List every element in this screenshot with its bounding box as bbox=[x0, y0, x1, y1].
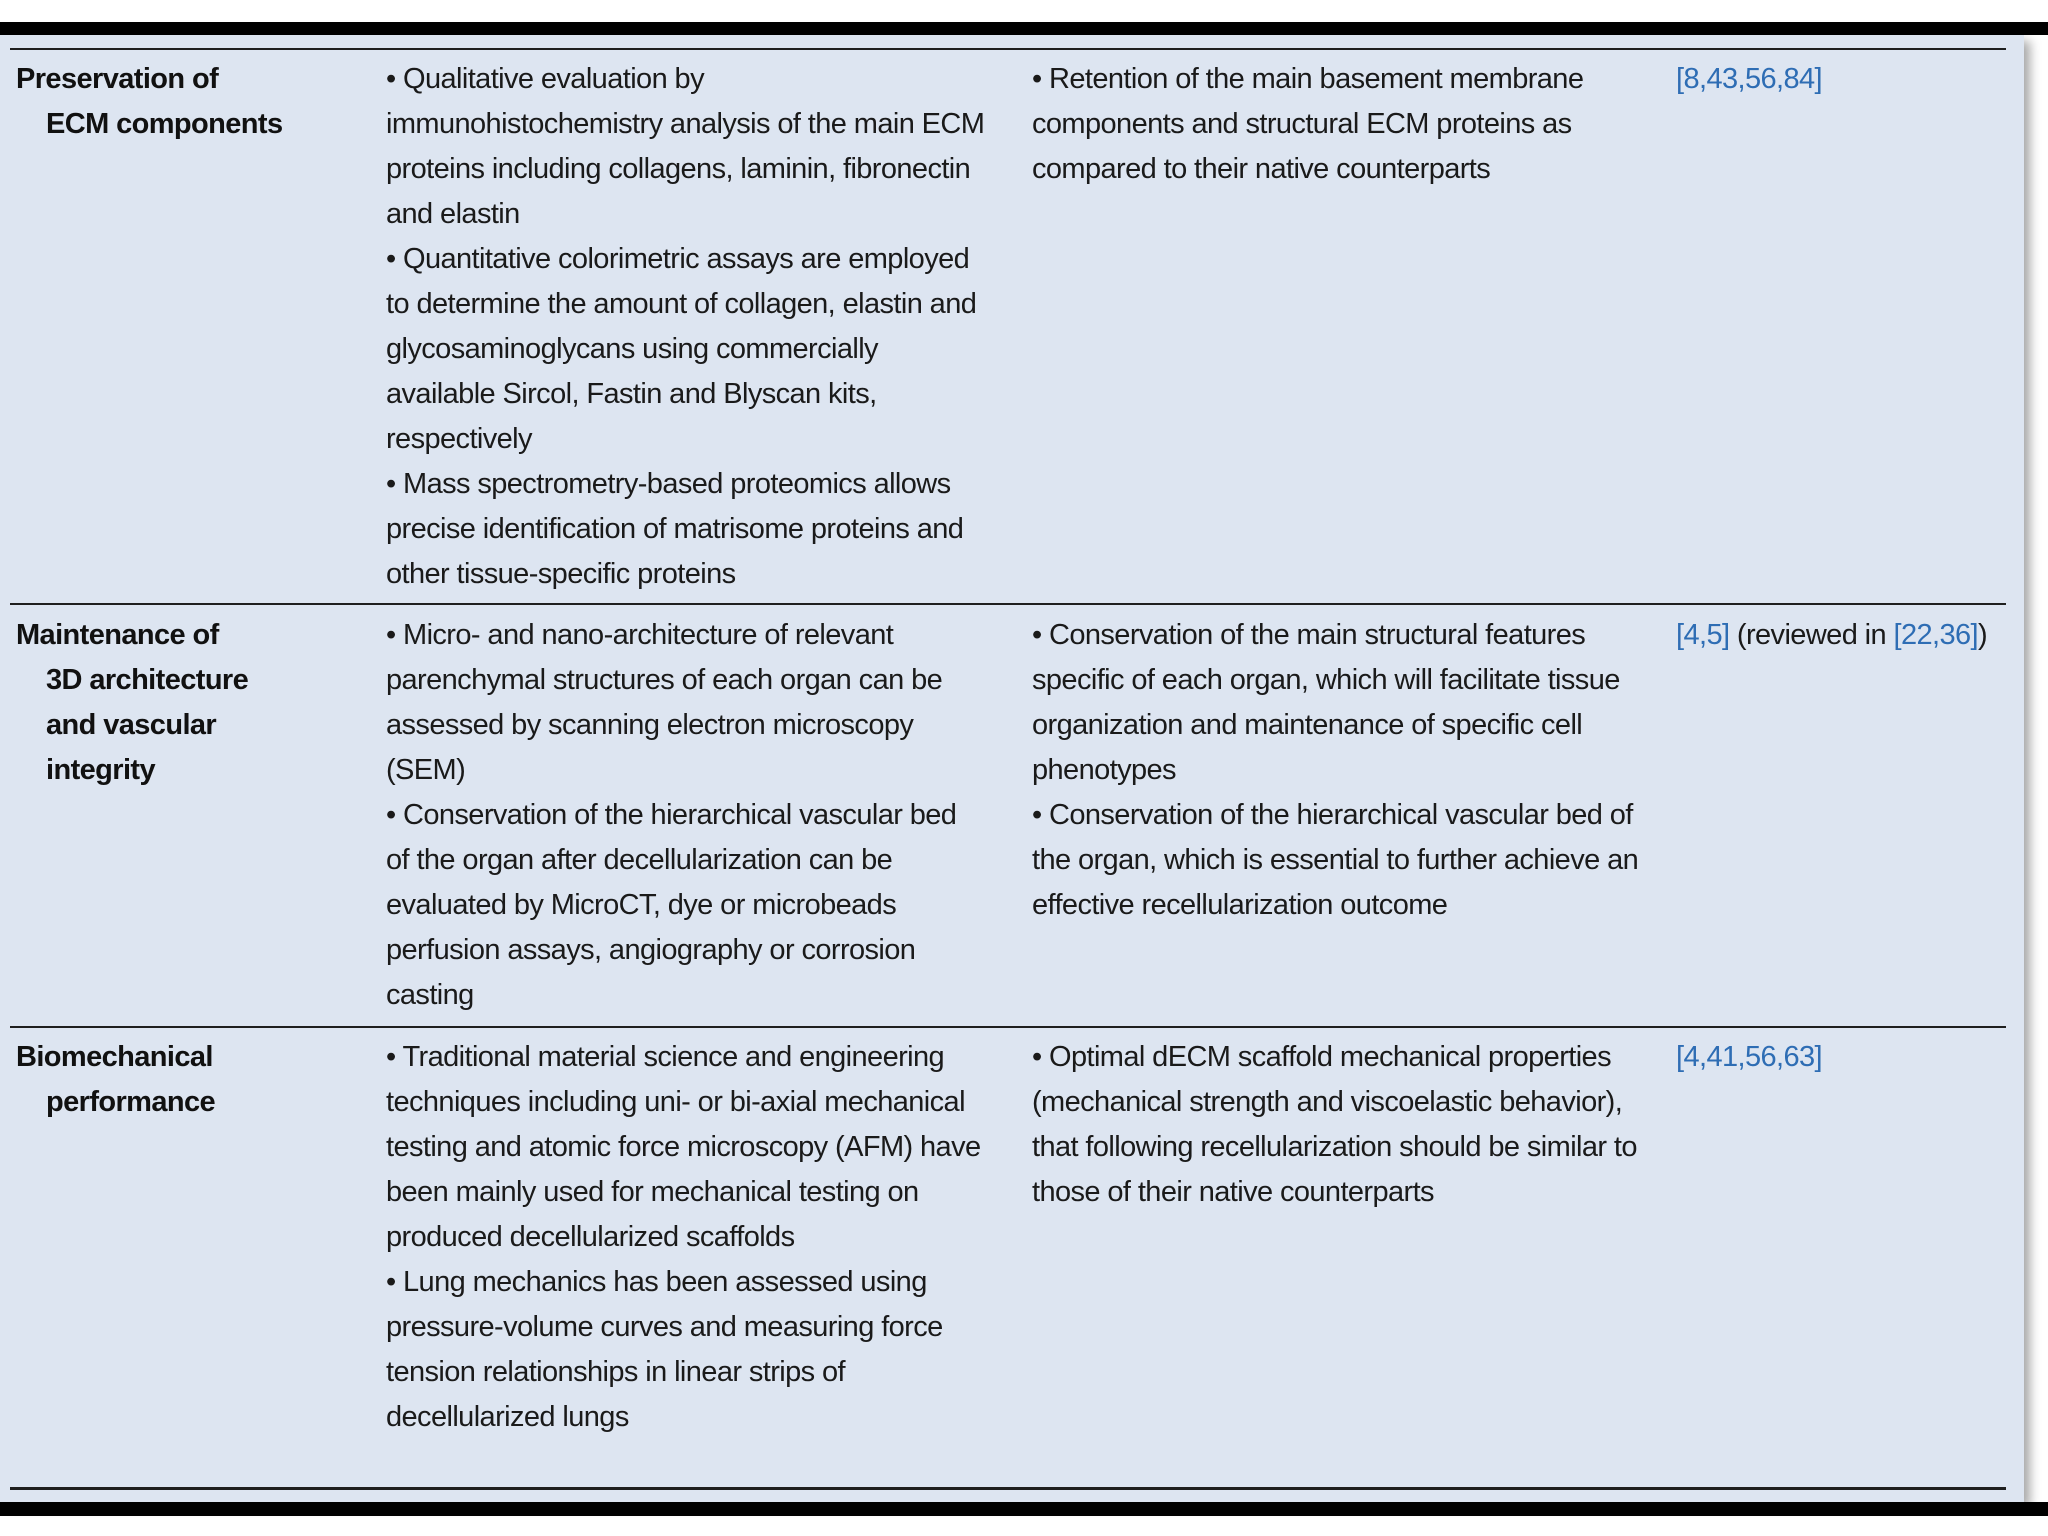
method-bullet: • Micro- and nano-architecture of relevant parenchymal structures of each organ can be assessed by scanning electron microscopy (SEM) bbox=[386, 619, 943, 786]
method-cell bbox=[386, 57, 986, 597]
reference-close-paren: ) bbox=[1978, 619, 1988, 651]
method-bullet: • Quantitative colorimetric assays are employed to determine the amount of collagen, elastin and glycosaminoglycans using commercially available Sircol, Fastin and Blyscan kits, respectively bbox=[386, 243, 977, 455]
reference-link[interactable]: [4,41,56,63] bbox=[1676, 1041, 1822, 1073]
top-border-bar bbox=[0, 22, 2048, 35]
method-bullet: • Lung mechanics has been assessed using pressure-volume curves and measuring force tension relationships in linear strips of decellularized lungs bbox=[386, 1266, 943, 1433]
outcome-bullet: • Optimal dECM scaffold mechanical properties (mechanical strength and viscoelastic behavior), that following recellularization should be similar to those of their native counterparts bbox=[1032, 1041, 1637, 1208]
outcome-bullet: • Conservation of the main structural features specific of each organ, which will facilitate tissue organization and maintenance of specific cell phenotypes bbox=[1032, 619, 1620, 786]
row-label bbox=[16, 613, 356, 793]
row-divider bbox=[10, 603, 2006, 605]
row-label-line: integrity bbox=[46, 754, 155, 786]
table-top-rule bbox=[10, 48, 2006, 50]
row-label-line: and vascular bbox=[46, 709, 217, 741]
reference-link[interactable]: [22,36] bbox=[1893, 619, 1979, 651]
row-label-line: Preservation of bbox=[16, 63, 219, 95]
method-cell bbox=[386, 613, 986, 1018]
method-bullet: • Mass spectrometry-based proteomics allows precise identification of matrisome proteins and other tissue-specific proteins bbox=[386, 468, 964, 590]
table-panel bbox=[0, 35, 2024, 1502]
bottom-border-bar bbox=[0, 1502, 2048, 1516]
row-label-line: ECM components bbox=[46, 108, 283, 140]
outcome-cell bbox=[1032, 1035, 1652, 1215]
reference-link[interactable]: [8,43,56,84] bbox=[1676, 63, 1822, 95]
method-bullet: • Conservation of the hierarchical vascular bed of the organ after decellularization can be evaluated by MicroCT, dye or microbeads perfusion assays, angiography or corrosion casting bbox=[386, 799, 957, 1011]
method-cell bbox=[386, 1035, 986, 1440]
row-label-line: Biomechanical bbox=[16, 1041, 213, 1073]
reference-link[interactable]: [4,5] bbox=[1676, 619, 1730, 651]
row-label-line: performance bbox=[46, 1086, 216, 1118]
row-label-line: Maintenance of bbox=[16, 619, 219, 651]
outcome-bullet: • Conservation of the hierarchical vascular bed of the organ, which is essential to further achieve an effective recellularization outcome bbox=[1032, 799, 1639, 921]
reference-note: (reviewed in bbox=[1736, 619, 1887, 651]
method-bullet: • Traditional material science and engineering techniques including uni- or bi-axial mechanical testing and atomic force microscopy (AFM) have been mainly used for mechanical testing on produced decellularized scaffolds bbox=[386, 1041, 981, 1253]
row-label bbox=[16, 1035, 356, 1125]
reference-cell bbox=[1676, 613, 2016, 658]
reference-cell bbox=[1676, 57, 2016, 102]
method-bullet: • Qualitative evaluation by immunohistochemistry analysis of the main ECM proteins including collagens, laminin, fibronectin and elastin bbox=[386, 63, 985, 230]
outcome-cell bbox=[1032, 613, 1652, 928]
row-divider bbox=[10, 1026, 2006, 1028]
table-bottom-rule bbox=[10, 1487, 2006, 1490]
reference-cell bbox=[1676, 1035, 2016, 1080]
row-label-line: 3D architecture bbox=[46, 664, 249, 696]
outcome-bullet: • Retention of the main basement membrane components and structural ECM proteins as compared to their native counterparts bbox=[1032, 63, 1584, 185]
outcome-cell bbox=[1032, 57, 1652, 192]
row-label bbox=[16, 57, 356, 147]
